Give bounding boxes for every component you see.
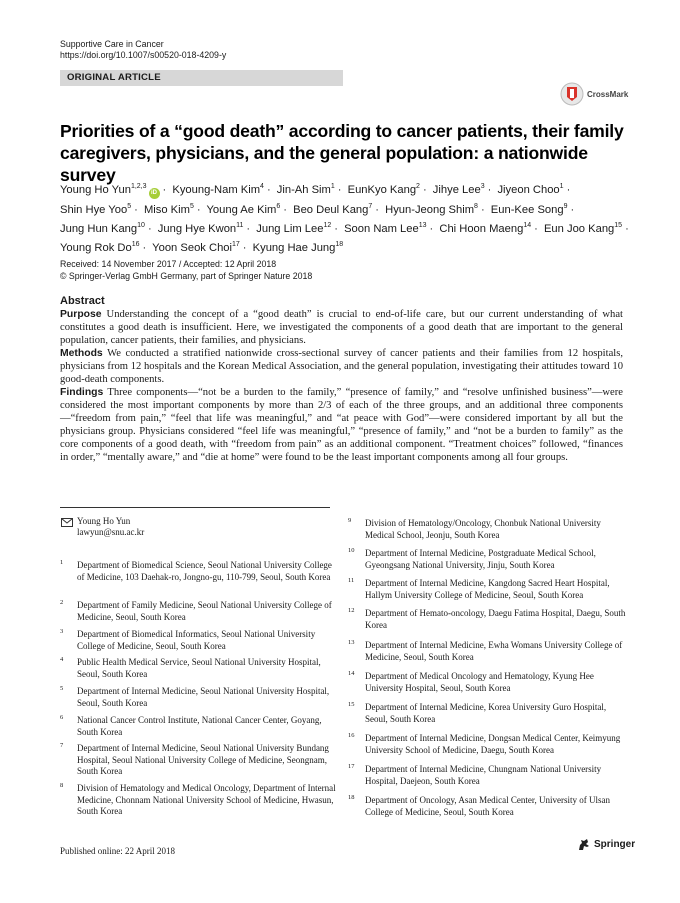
author-separator: · bbox=[480, 204, 485, 216]
abstract-purpose-label: Purpose bbox=[60, 309, 102, 320]
author-entry bbox=[256, 223, 331, 235]
affiliation-text: Department of Oncology, Asan Medical Center, University of Ulsan College of Medicine, Seoul, South Korea bbox=[365, 795, 610, 817]
crossmark-icon bbox=[560, 82, 584, 106]
author-name[interactable]: Young Ho Yun bbox=[60, 184, 131, 196]
author-affiliation-sup: 1 bbox=[330, 183, 335, 190]
author-separator: · bbox=[334, 223, 338, 236]
abstract-heading: Abstract bbox=[60, 295, 105, 307]
author-affiliation-sup: 16 bbox=[131, 241, 140, 249]
abstract-methods-label: Methods bbox=[60, 348, 103, 359]
author-name[interactable]: Hyun-Jeong Shim bbox=[385, 204, 475, 216]
springer-horse-icon bbox=[577, 838, 591, 851]
journal-name: Supportive Care in Cancer bbox=[60, 39, 164, 49]
author-entry bbox=[144, 204, 194, 216]
footnote-divider bbox=[60, 507, 330, 508]
affiliation-number: 11 bbox=[348, 577, 355, 584]
affiliation-text: Department of Hemato-oncology, Daegu Fatima Hospital, Daegu, South Korea bbox=[365, 608, 626, 630]
author-entry bbox=[60, 223, 145, 235]
author-name[interactable]: Jung Hye Kwon bbox=[157, 223, 237, 236]
author-separator: · bbox=[196, 204, 201, 216]
affiliation-text: National Cancer Control Institute, National Cancer Center, Goyang, South Korea bbox=[77, 715, 322, 737]
affiliation-number: 9 bbox=[348, 517, 352, 524]
author-separator: · bbox=[283, 204, 287, 216]
author-separator: · bbox=[242, 242, 247, 255]
author-name[interactable]: Eun-Kee Song bbox=[490, 204, 564, 216]
contact-name: Young Ho Yun bbox=[77, 516, 131, 526]
author-entry bbox=[158, 223, 244, 235]
author-name[interactable]: EunKyo Kang bbox=[347, 184, 417, 196]
crossmark-label: CrossMark bbox=[587, 89, 629, 99]
affiliation-number: 7 bbox=[60, 742, 64, 749]
affiliation-number: 12 bbox=[348, 607, 355, 614]
author-separator: · bbox=[570, 204, 575, 216]
affiliation-text: Department of Internal Medicine, Kangdong Sacred Heart Hospital, Hallym University College of Medicine, Seoul, South Korea bbox=[365, 578, 610, 600]
journal-header bbox=[60, 39, 226, 61]
author-entry bbox=[60, 242, 140, 254]
affiliation-number: 17 bbox=[348, 763, 355, 770]
author-separator: · bbox=[134, 204, 138, 216]
affiliation-text: Department of Internal Medicine, Seoul National University Bundang Hospital, Seoul National University College of Medicine, Seongnam, South Korea bbox=[77, 743, 329, 777]
author-affiliation-sup: 7 bbox=[368, 203, 373, 210]
author-name[interactable]: Soon Nam Lee bbox=[344, 223, 419, 236]
author-separator: · bbox=[337, 184, 342, 196]
author-name[interactable]: Young Rok Do bbox=[60, 242, 132, 255]
affiliation-text: Department of Biomedical Science, Seoul National University College of Medicine, 103 Daehak-ro, Jongno-gu, 110-799, Seoul, South Korea bbox=[77, 560, 332, 582]
author-entry bbox=[253, 242, 344, 254]
affiliation-text: Department of Internal Medicine, Dongsan Medical Center, Keimyung University School of Medicine, Daegu, South Korea bbox=[365, 733, 621, 755]
abstract-methods bbox=[60, 347, 623, 386]
contact-email[interactable]: lawyun@snu.ac.kr bbox=[77, 527, 145, 537]
author-affiliation-sup: 1,2,3 bbox=[130, 183, 147, 190]
author-separator: · bbox=[429, 223, 434, 236]
author-entry bbox=[544, 223, 622, 235]
author-name[interactable]: Jung Lim Lee bbox=[256, 223, 324, 236]
author-affiliation-sup: 5 bbox=[127, 203, 132, 210]
author-name[interactable]: Shin Hye Yoo bbox=[60, 204, 128, 216]
crossmark-badge[interactable] bbox=[560, 82, 628, 106]
author-affiliation-sup: 4 bbox=[260, 183, 264, 190]
affiliation-text: Division of Hematology/Oncology, Chonbuk National University Medical School, Jeonju, South Korea bbox=[365, 518, 601, 540]
affiliation-number: 18 bbox=[348, 794, 355, 801]
affiliation-number: 3 bbox=[60, 628, 64, 635]
author-separator: · bbox=[487, 184, 492, 196]
author-affiliation-sup: 17 bbox=[232, 241, 240, 249]
author-affiliation-sup: 13 bbox=[418, 222, 427, 230]
author-affiliation-sup: 10 bbox=[137, 222, 145, 230]
author-separator: · bbox=[422, 184, 427, 196]
affiliation-number: 8 bbox=[60, 782, 64, 789]
author-name[interactable]: Eun Joo Kang bbox=[543, 223, 615, 236]
author-affiliation-sup: 6 bbox=[276, 203, 281, 210]
publisher-logo bbox=[577, 838, 635, 851]
author-separator: · bbox=[147, 223, 152, 236]
author-name[interactable]: Miso Kim bbox=[143, 204, 190, 216]
author-separator: · bbox=[162, 184, 167, 196]
author-entry bbox=[277, 184, 335, 196]
author-entry bbox=[385, 204, 478, 216]
publisher-name: Springer bbox=[594, 839, 636, 850]
affiliation-number: 6 bbox=[60, 714, 64, 721]
article-type-banner: ORIGINAL ARTICLE bbox=[60, 70, 343, 86]
abstract-purpose-text: Understanding the concept of a “good death” is crucial to end-of-life care, but our current understanding of what constitutes a good death is insufficient. Here, we investigated the components of a good death that are important to the general population, cancer patients, their families, and physicians. bbox=[60, 309, 623, 346]
author-name[interactable]: Kyoung-Nam Kim bbox=[172, 184, 261, 196]
abstract-body bbox=[60, 308, 623, 464]
abstract-findings-label: Findings bbox=[60, 387, 104, 398]
article-dates bbox=[60, 258, 312, 282]
article-title: Priorities of a “good death” according to cancer patients, their family caregivers, physicians, and the general population: a nationwide survey bbox=[60, 121, 624, 185]
author-affiliation-sup: 12 bbox=[323, 222, 332, 230]
author-entry bbox=[491, 204, 568, 216]
author-list bbox=[60, 179, 635, 257]
author-affiliation-sup: 14 bbox=[523, 222, 532, 230]
author-separator: · bbox=[534, 223, 538, 236]
author-affiliation-sup: 8 bbox=[474, 203, 478, 210]
affiliation-text: Department of Family Medicine, Seoul National University College of Medicine, Seoul, South Korea bbox=[77, 600, 332, 622]
affiliation-number: 1 bbox=[60, 559, 64, 566]
corresponding-author bbox=[60, 516, 330, 540]
affiliation-text: Department of Internal Medicine, Ewha Womans University College of Medicine, Seoul, South Korea bbox=[365, 640, 623, 662]
author-entry bbox=[152, 242, 240, 254]
author-affiliation-sup: 2 bbox=[416, 183, 420, 190]
author-affiliation-sup: 3 bbox=[480, 183, 485, 190]
published-date: Published online: 22 April 2018 bbox=[60, 846, 176, 856]
affiliation-text: Department of Medical Oncology and Hematology, Kyung Hee University Hospital, Seoul, South Korea bbox=[365, 671, 594, 693]
abstract-findings-text: Three components—“not be a burden to the family,” “presence of family,” and “resolve unfinished business”—were considered the most important components by more than 2/3 of each of the three groups, and an additional three components—“freedom from pain,” “feel that life was meaningful,” and “at peace with God”—were considered important by all but the physicians group. Physicians considered “feel life was meaningful,” “presence of family,” and “not be a burden to family” as the core components of a good death, with “freedom from pain” as an additional component. “Treatment choices” followed, “finances in order,” “mentally aware,” and “die at home” were found to be the least important components among all four groups. bbox=[60, 387, 623, 463]
abstract-purpose bbox=[60, 308, 623, 347]
author-name[interactable]: Jung Hun Kang bbox=[60, 223, 138, 236]
author-name[interactable]: Beo Deul Kang bbox=[293, 204, 369, 216]
affiliation-number: 14 bbox=[348, 670, 355, 677]
author-separator: · bbox=[375, 204, 380, 216]
author-entry bbox=[60, 184, 160, 196]
affiliation-number: 13 bbox=[348, 639, 355, 646]
author-entry bbox=[206, 204, 280, 216]
author-entry bbox=[348, 184, 420, 196]
author-separator: · bbox=[142, 242, 147, 255]
author-name[interactable]: Kyung Hae Jung bbox=[252, 242, 336, 255]
author-affiliation-sup: 5 bbox=[189, 203, 194, 210]
author-name[interactable]: Young Ae Kim bbox=[206, 204, 277, 216]
author-name[interactable]: Chi Hoon Maeng bbox=[439, 223, 524, 236]
affiliation-text: Public Health Medical Service, Seoul National University Hospital, Seoul, South Korea bbox=[77, 657, 321, 679]
copyright-notice: © Springer-Verlag GmbH Germany, part of Springer Nature 2018 bbox=[60, 271, 313, 281]
author-separator: · bbox=[566, 184, 571, 196]
author-entry bbox=[433, 184, 485, 196]
author-entry bbox=[172, 184, 264, 196]
affiliation-text: Department of Internal Medicine, Korea University Guro Hospital, Seoul, South Korea bbox=[365, 702, 607, 724]
affiliation-number: 2 bbox=[60, 599, 64, 606]
author-name[interactable]: Jihye Lee bbox=[432, 184, 481, 196]
affiliation-text: Department of Internal Medicine, Chungnam National University Hospital, Daejeon, South Korea bbox=[365, 764, 602, 786]
affiliation-number: 5 bbox=[60, 685, 64, 692]
author-entry bbox=[344, 223, 426, 235]
author-entry bbox=[439, 223, 531, 235]
author-separator: · bbox=[266, 184, 271, 196]
author-separator: · bbox=[625, 223, 629, 236]
author-entry bbox=[497, 184, 563, 196]
abstract-methods-text: We conducted a stratified nationwide cross-sectional survey of cancer patients and their families from 12 hospitals, physicians from 12 hospitals and the Korean Medical Association, and the general population, investigating their attitudes toward 10 good-death components. bbox=[60, 348, 623, 385]
affiliation-number: 4 bbox=[60, 656, 64, 663]
author-name[interactable]: Yoon Seok Choi bbox=[152, 242, 232, 255]
author-separator: · bbox=[246, 223, 251, 236]
affiliation-text: Department of Internal Medicine, Seoul National University Hospital, Seoul, South Korea bbox=[77, 686, 330, 708]
affiliation-number: 15 bbox=[348, 701, 355, 708]
author-entry bbox=[60, 204, 131, 216]
author-name[interactable]: Jiyeon Choo bbox=[497, 184, 560, 196]
affiliation-number: 16 bbox=[348, 732, 355, 739]
affiliation-text: Division of Hematology and Medical Oncology, Department of Internal Medicine, Chonnam National University School of Medicine, Hwasun, South Korea bbox=[77, 783, 336, 817]
affiliation-text: Department of Internal Medicine, Postgraduate Medical School, Gyeongsang National University, Jinju, South Korea bbox=[365, 548, 596, 570]
affiliation-number: 10 bbox=[348, 547, 355, 554]
abstract-findings bbox=[60, 386, 623, 464]
received-accepted-dates: Received: 14 November 2017 / Accepted: 12 April 2018 bbox=[60, 259, 277, 269]
author-affiliation-sup: 15 bbox=[614, 222, 623, 230]
author-entry bbox=[293, 204, 372, 216]
author-name[interactable]: Jin-Ah Sim bbox=[276, 184, 331, 196]
author-affiliation-sup: 1 bbox=[559, 183, 564, 190]
author-affiliation-sup: 9 bbox=[563, 203, 568, 210]
orcid-icon[interactable]: iD bbox=[149, 188, 160, 199]
author-affiliation-sup: 11 bbox=[236, 222, 244, 230]
author-affiliation-sup: 18 bbox=[335, 241, 344, 249]
envelope-icon bbox=[60, 518, 74, 527]
doi-link[interactable]: https://doi.org/10.1007/s00520-018-4209-y bbox=[60, 50, 227, 60]
affiliation-text: Department of Biomedical Informatics, Seoul National University College of Medicine, Seoul, South Korea bbox=[77, 629, 316, 651]
